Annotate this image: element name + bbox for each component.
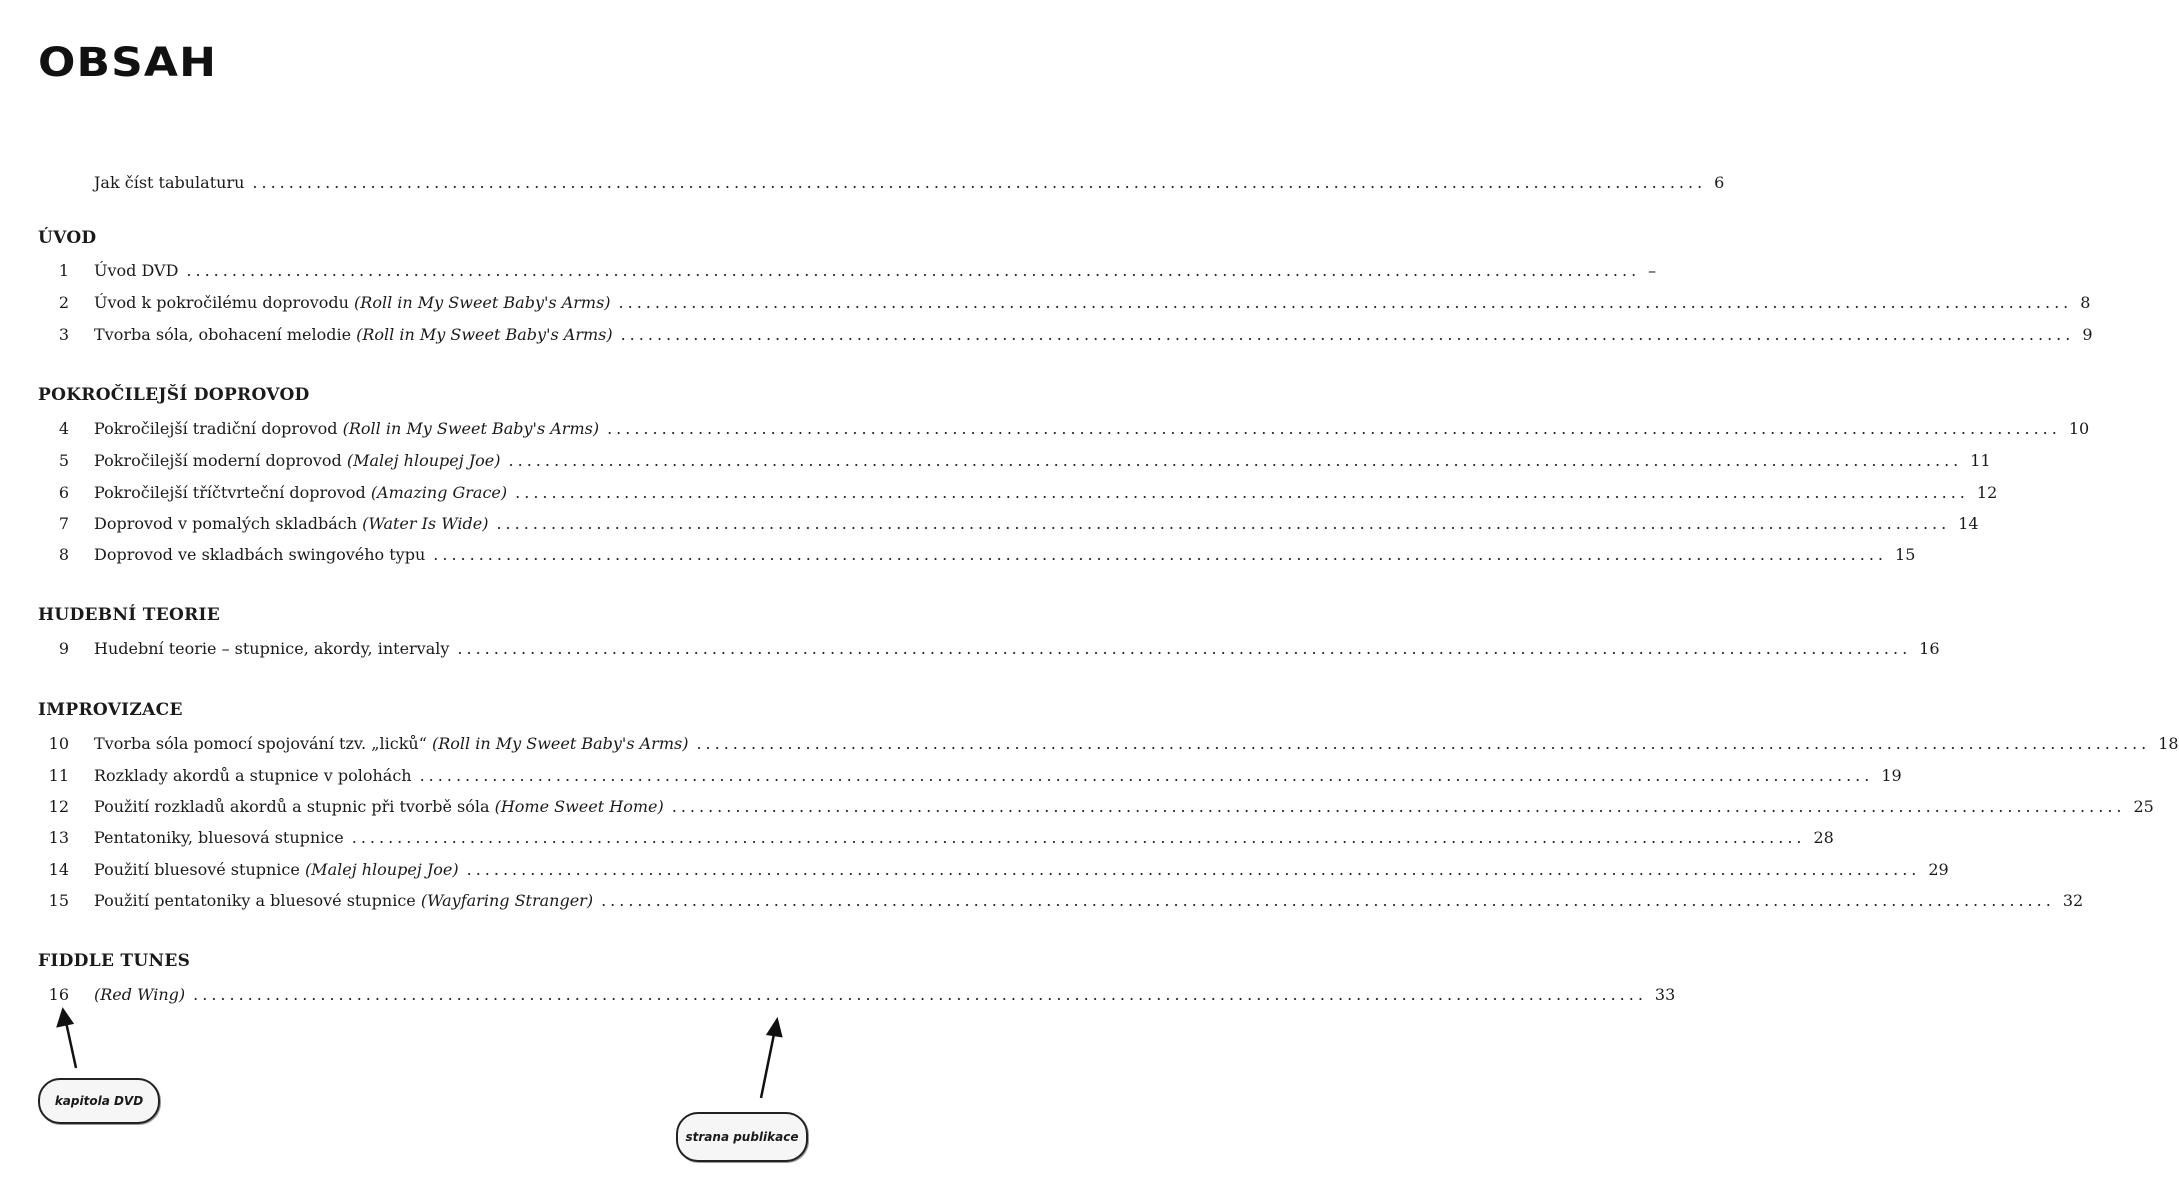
page-number: – — [1648, 261, 1657, 280]
chapter-number: 3 — [58, 325, 69, 344]
chapter-number: 14 — [48, 860, 69, 879]
entry-song: (Roll in My Sweet Baby's Arms) — [354, 293, 611, 312]
entry-text: Úvod DVD — [94, 261, 179, 280]
page-number: 25 — [2133, 797, 2154, 816]
dot-leader: ................................................................................................................................................................ — [607, 419, 2061, 438]
entry-song: (Roll in My Sweet Baby's Arms) — [431, 734, 689, 753]
dot-leader: ................................................................................................................................................................ — [508, 451, 1963, 470]
page-number: 6 — [1714, 173, 1725, 192]
chapter-number: 10 — [48, 734, 69, 753]
page-title: OBSAH — [38, 40, 218, 86]
dot-leader: ................................................................................................................................................................ — [351, 828, 1806, 847]
section-heading: HUDEBNÍ TEORIE — [38, 605, 221, 625]
entry-text: Doprovod v pomalých skladbách — [94, 514, 363, 533]
dot-leader: ................................................................................................................................................................ — [496, 514, 1951, 533]
chapter-arrowhead — [58, 1010, 72, 1026]
entry-song: (Red Wing) — [94, 985, 186, 1004]
chapter-number: 12 — [48, 797, 69, 816]
dot-leader: ................................................................................................................................................................ — [671, 797, 2126, 816]
entry-text: Tvorba sóla pomocí spojování tzv. „licků“ — [94, 734, 432, 753]
entry-text: Použití bluesové stupnice — [94, 860, 305, 879]
page-arrowhead — [768, 1020, 781, 1036]
page-number: 16 — [1919, 639, 1940, 658]
page-number: 14 — [1958, 514, 1979, 533]
chapter-number: 15 — [48, 891, 69, 910]
chapter-number: 13 — [48, 828, 69, 847]
chapter-number: 8 — [58, 545, 69, 564]
arrows — [0, 0, 829, 1200]
page-number: 9 — [2082, 325, 2093, 344]
entry-text: Úvod k pokročilému doprovodu — [94, 293, 355, 312]
page-number: 32 — [2062, 891, 2084, 910]
entry-song: (Amazing Grace) — [370, 483, 508, 502]
dot-leader: ................................................................................................................................................................ — [457, 639, 1912, 658]
entry-text: Jak číst tabulaturu — [94, 173, 245, 192]
entry-song: (Malej hloupej Joe) — [346, 451, 501, 470]
entry-song: (Roll in My Sweet Baby's Arms) — [356, 325, 613, 344]
dot-leader: ................................................................................................................................................................ — [466, 860, 1921, 879]
section-heading: IMPROVIZACE — [38, 700, 183, 720]
dot-leader: ................................................................................................................................................................ — [618, 293, 2073, 312]
page-number: 12 — [1976, 483, 1998, 502]
dot-leader: ................................................................................................................................................................ — [515, 483, 1969, 502]
page-number: 8 — [2080, 293, 2091, 312]
page-number: 18 — [2158, 734, 2179, 753]
entry-song: (Roll in My Sweet Baby's Arms) — [342, 419, 600, 438]
dot-leader: ................................................................................................................................................................ — [193, 985, 1647, 1004]
entry-text: Doprovod ve skladbách swingového typu — [94, 545, 426, 564]
entry-text: Použití rozkladů akordů a stupnic při tvorbě sóla — [94, 797, 495, 816]
section-heading: FIDDLE TUNES — [38, 951, 191, 971]
chapter-number: 1 — [58, 261, 69, 280]
chapter-number: 9 — [58, 639, 69, 658]
chapter-number: 7 — [58, 514, 69, 533]
dot-leader: ................................................................................................................................................................ — [252, 173, 1707, 192]
dot-leader: ................................................................................................................................................................ — [696, 734, 2151, 753]
page-number: 10 — [2068, 419, 2090, 438]
section-heading: POKROČILEJŠÍ DOPROVOD — [38, 385, 310, 405]
entry-text: Pokročilejší tříčtvrteční doprovod — [94, 483, 371, 502]
entry-text: Hudební teorie – stupnice, akordy, intervaly — [94, 639, 450, 658]
chapter-callout-label: kapitola DVD — [54, 1094, 144, 1108]
dot-leader: ................................................................................................................................................................ — [186, 261, 1641, 280]
dot-leader: ................................................................................................................................................................ — [419, 766, 1874, 785]
section-heading: ÚVOD — [38, 228, 97, 248]
page-number: 29 — [1928, 860, 1949, 879]
page-number: 15 — [1895, 545, 1916, 564]
entry-song: (Malej hloupej Joe) — [304, 860, 459, 879]
chapter-number: 16 — [48, 985, 69, 1004]
page-arrow — [761, 1034, 774, 1098]
entry-song: (Wayfaring Stranger) — [420, 891, 594, 910]
entry-song: (Home Sweet Home) — [494, 797, 664, 816]
entry-text: Tvorba sóla, obohacení melodie — [94, 325, 357, 344]
chapter-number: 4 — [58, 419, 69, 438]
chapter-number: 2 — [58, 293, 69, 312]
page-number: 11 — [1970, 451, 1991, 470]
dot-leader: ................................................................................................................................................................ — [433, 545, 1888, 564]
page-callout — [676, 1112, 808, 1162]
page-number: 28 — [1813, 828, 1834, 847]
page-callout-label: strana publikace — [685, 1130, 799, 1144]
chapter-number: 5 — [58, 451, 69, 470]
entry-song: (Water Is Wide) — [362, 514, 489, 533]
page-number: 33 — [1654, 985, 1676, 1004]
chapter-number: 6 — [58, 483, 69, 502]
chapter-callout — [38, 1078, 160, 1124]
chapter-number: 11 — [48, 766, 69, 785]
dot-leader: ................................................................................................................................................................ — [620, 325, 2075, 344]
entry-text: Rozklady akordů a stupnice v polohách — [94, 766, 412, 785]
entry-text: Použití pentatoniky a bluesové stupnice — [94, 891, 421, 910]
page-number: 19 — [1881, 766, 1902, 785]
entry-text: Pokročilejší tradiční doprovod — [94, 419, 343, 438]
entry-text: Pentatoniky, bluesová stupnice — [94, 828, 344, 847]
entry-text: Pokročilejší moderní doprovod — [94, 451, 347, 470]
chapter-arrow — [66, 1022, 76, 1068]
dot-leader: ................................................................................................................................................................ — [601, 891, 2055, 910]
